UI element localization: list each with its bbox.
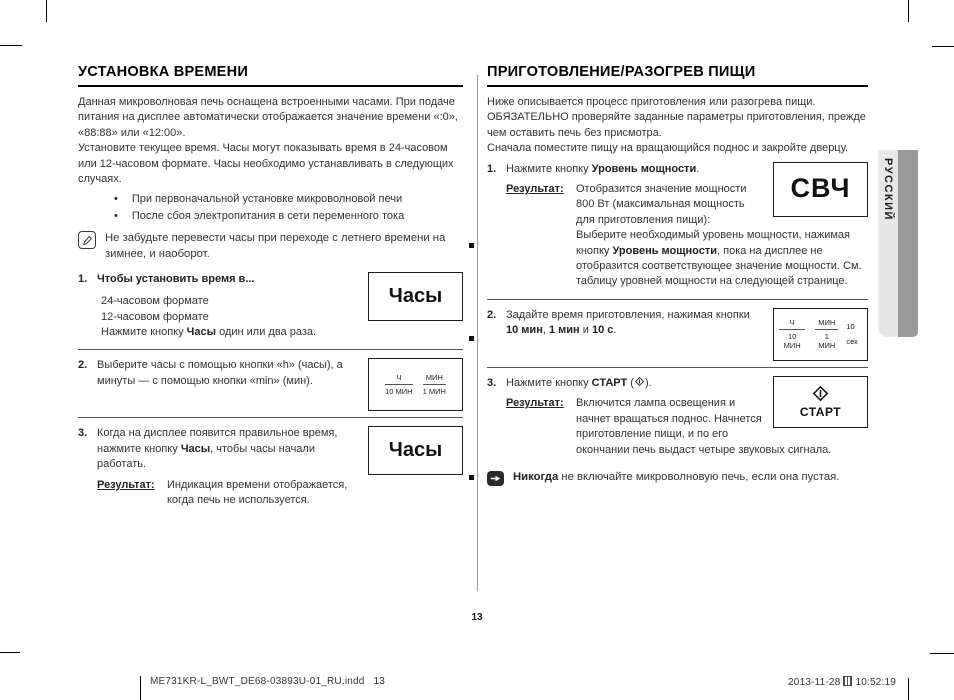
- result-line: Результат: Индикация времени отображается, когда печь не используется.: [97, 478, 348, 507]
- minute-key: $\frac{\text{МИН}}{\text{1 МИН}}$: [815, 318, 838, 350]
- page-number: 13: [471, 612, 483, 623]
- intro-paragraph: ОБЯЗАТЕЛЬНО проверяйте заданные параметры приготовления, прежде чем оставить печь без присмотра.: [487, 111, 866, 139]
- step-title: Чтобы установить время в...: [97, 272, 255, 285]
- step-action: Задайте время приготовления, нажимая кнопки 10 мин, 1 мин и 10 с.: [506, 308, 750, 337]
- step-3: [487, 376, 868, 458]
- section-cooking: [487, 64, 868, 496]
- step-number: 3.: [78, 427, 88, 440]
- section-title: УСТАНОВКА ВРЕМЕНИ: [78, 64, 463, 87]
- crop-mark: [0, 652, 20, 653]
- list-item: [78, 208, 463, 225]
- minute-key: $\frac{\text{МИН}}{\text{1 МИН}}$: [422, 373, 446, 397]
- step-action: Нажмите кнопку Часы один или два раза.: [101, 326, 317, 339]
- section-time-setting: [78, 64, 463, 509]
- crop-mark: [0, 45, 22, 46]
- microwave-button-label: СВЧ: [790, 173, 851, 204]
- hour-key: $\frac{Ч}{\text{10 МИН}}$: [385, 373, 413, 397]
- step-number: 1.: [78, 272, 88, 285]
- step-1: [487, 162, 868, 290]
- clock-button: [368, 272, 463, 321]
- ten-seconds-key: 10 сек: [846, 321, 858, 347]
- step-2: [78, 358, 463, 397]
- tab-shadow: [898, 150, 918, 337]
- option-12h: 12-часовом формате: [101, 310, 209, 323]
- step-number: 2.: [487, 308, 497, 321]
- note-text: Никогда не включайте микроволновую печь, если она пустая.: [513, 470, 840, 483]
- option-24h: 24-часовом формате: [101, 295, 209, 308]
- intro-paragraph: Установите текущее время. Часы могут показывать время в 24-часовом или 12-часовом формате. Часы необходимо устанавливать в следующих случаях.: [78, 142, 454, 186]
- print-time-icon: [843, 676, 852, 686]
- crop-mark: [46, 0, 47, 22]
- language-tab-label: РУССКИЙ: [882, 158, 894, 221]
- step-3: [78, 426, 463, 508]
- start-diamond-icon: [634, 376, 645, 387]
- step-action: Выберите часы с помощью кнопки «h» (часы), а минуты — с помощью кнопки «min» (мин).: [97, 359, 343, 387]
- divider-tick: [469, 336, 474, 341]
- step-number: 2.: [78, 359, 88, 372]
- footer-timestamp: 2013-11-28 10:52:19: [788, 677, 896, 688]
- clock-button-label: Часы: [388, 439, 443, 462]
- divider-tick: [469, 475, 474, 480]
- clock-button: [368, 426, 463, 475]
- crop-mark: [932, 46, 954, 47]
- warning-note: [487, 470, 868, 486]
- start-diamond-icon: [811, 384, 830, 403]
- crop-mark: [930, 653, 954, 654]
- footer-bar: [140, 676, 141, 700]
- step-action: Нажмите кнопку СТАРТ ( ).: [506, 376, 652, 389]
- intro-paragraph: Данная микроволновая печь оснащена встроенными часами. При подаче питания на дисплее автоматически отображается значение времени «:0», «88:88» или «12:00».: [78, 96, 458, 139]
- column-divider: [477, 75, 478, 591]
- step-action: Когда на дисплее появится правильное время, нажмите кнопку Часы, чтобы часы начали работать.: [97, 427, 338, 471]
- hour-key: $\frac{Ч}{\text{10 МИН}}$: [779, 318, 805, 350]
- section-title: ПРИГОТОВЛЕНИЕ/РАЗОГРЕВ ПИЩИ: [487, 64, 868, 87]
- separator: [78, 349, 463, 350]
- crop-mark: [908, 0, 909, 22]
- result-continuation: Выберите необходимый уровень мощности, нажимая кнопку Уровень мощности, пока на дисплее не отобразится соответствующее значение мощности. См. таблицу уровней мощности на следующей странице.: [576, 229, 862, 288]
- microwave-power-button: [773, 162, 868, 217]
- footer-bar: [908, 678, 909, 700]
- clock-button-label: Часы: [388, 284, 443, 307]
- bullet-list: [78, 191, 463, 224]
- footer-file-info: ME731KR-L_BWT_DE68-03893U-01_RU.indd 13: [150, 676, 385, 687]
- separator: [487, 367, 868, 368]
- pencil-note-icon: [78, 231, 96, 249]
- step-1: [78, 272, 463, 341]
- bullet-icon: •: [114, 193, 118, 206]
- list-item: [78, 191, 463, 208]
- step-2: [487, 308, 868, 351]
- step-number: 1.: [487, 162, 497, 175]
- bullet-text: После сбоя электропитания в сети переменного тока: [131, 209, 405, 222]
- hour-minute-buttons: [368, 358, 463, 411]
- bullet-icon: •: [114, 209, 118, 222]
- intro-paragraph: Сначала поместите пищу на вращающийся поднос и закройте дверцу.: [487, 142, 849, 155]
- result-line: Результат: Отобразится значение мощности 800 Вт (максимальная мощность для приготовления пищи):: [506, 183, 747, 226]
- step-number: 3.: [487, 376, 497, 389]
- note-text: Не забудьте перевести часы при переходе с летнего времени на зимнее, и наоборот.: [105, 232, 446, 260]
- divider-tick: [469, 243, 474, 248]
- separator: [78, 417, 463, 418]
- step-action: Нажмите кнопку Уровень мощности.: [506, 162, 700, 175]
- separator: [487, 299, 868, 300]
- result-line: Результат: Включится лампа освещения и начнет вращаться поднос. Начнется приготовление пищи, и по его окончании печь выдаст четыре звуковых сигнала.: [506, 397, 832, 456]
- bullet-text: При первоначальной установке микроволновой печи: [131, 193, 403, 206]
- start-button: [773, 376, 868, 428]
- language-tab: [878, 150, 918, 337]
- start-button-label: СТАРТ: [799, 404, 842, 419]
- intro-paragraph: Ниже описывается процесс приготовления или разогрева пищи.: [487, 96, 816, 108]
- hand-pointer-icon: [487, 471, 504, 486]
- note-block: [78, 231, 463, 261]
- time-buttons: [773, 308, 868, 361]
